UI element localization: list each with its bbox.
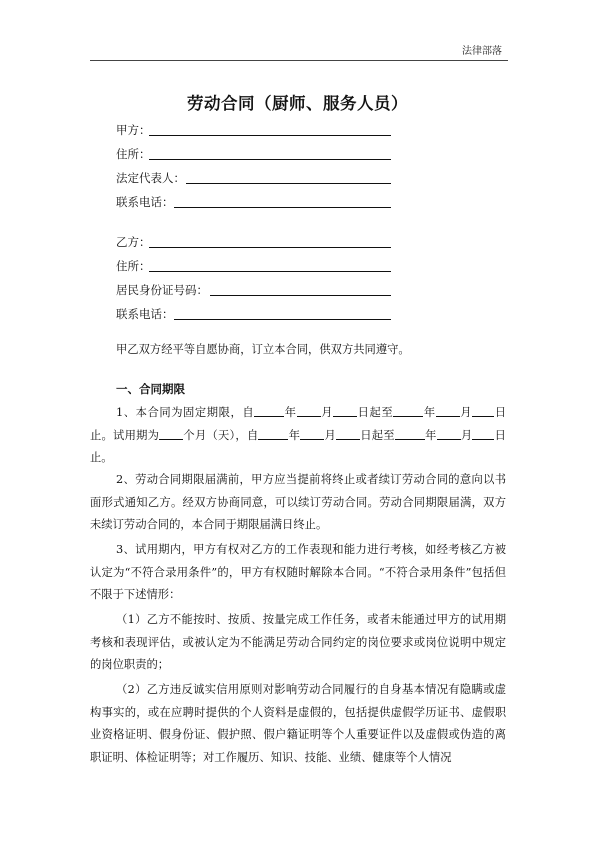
term-text-a: 1、本合同为固定期限，自 xyxy=(116,406,255,419)
term-year-1: 年 xyxy=(284,406,297,419)
party-b-id-blank[interactable] xyxy=(210,295,391,296)
party-a-legal-rep-field[interactable] xyxy=(116,170,391,186)
party-b-id-field[interactable] xyxy=(116,282,391,298)
probation-end-year-blank[interactable] xyxy=(395,427,425,440)
party-a-name-blank[interactable] xyxy=(149,135,391,136)
intro-paragraph: 甲乙双方经平等自愿协商，订立本合同，供双方共同遵守。 xyxy=(116,343,410,356)
party-b-name-label: 乙方： xyxy=(116,235,151,249)
term-month-3: 月 xyxy=(324,428,337,442)
term-paragraph xyxy=(90,402,506,470)
probation-months-blank[interactable] xyxy=(159,427,183,440)
condition-2-paragraph: （2）乙方违反诚实信用原则对影响劳动合同履行的自身基本情况有隐瞒或虚构事实的，或在应聘时提供的个人资料是虚假的，包括提供虚假学历证书、虚假职业资格证明、假身份证、假护照、假户籍证明等个人重要证件以及虚假或伪造的离职证明、体检证明等；对工作履历、知识、技能、业绩、健康等个人情况 xyxy=(90,683,506,764)
start-day-blank[interactable] xyxy=(333,404,357,417)
party-a-name-label: 甲方： xyxy=(116,123,151,137)
condition-1-paragraph: （1）乙方不能按时、按质、按量完成工作任务，或者未能通过甲方的试用期考核和表现评估，或被认定为不能满足劳动合同约定的岗位要求或岗位说明中规定的岗位职责的； xyxy=(90,613,506,671)
party-a-legal-rep-label: 法定代表人： xyxy=(116,171,185,185)
term-day-3: 日起至 xyxy=(360,428,395,442)
term-month-4: 月 xyxy=(460,428,473,442)
party-a-phone-field[interactable] xyxy=(116,194,391,210)
party-b-address-blank[interactable] xyxy=(149,271,391,272)
probation-end-month-blank[interactable] xyxy=(437,427,461,440)
party-a-phone-label: 联系电话： xyxy=(116,195,174,209)
party-a-address-blank[interactable] xyxy=(149,159,391,160)
term-year-3: 年 xyxy=(288,428,301,442)
term-year-2: 年 xyxy=(423,406,436,419)
term-month-2: 月 xyxy=(459,406,473,419)
party-b-name-field[interactable] xyxy=(116,234,391,250)
term-day-4: 日 xyxy=(494,428,506,442)
probation-end-day-blank[interactable] xyxy=(472,427,494,440)
renewal-paragraph: 2、劳动合同期限届满前，甲方应当提前将终止或者续订劳动合同的意向以书面形式通知乙方。经双方协商同意，可以续订劳动合同。劳动合同期限届满，双方未续订劳动合同的，本合同于期限届满日终止。 xyxy=(90,473,506,531)
probation-months-text: 个月（天），自 xyxy=(183,428,259,442)
party-b-id-label: 居民身份证号码： xyxy=(116,283,208,297)
document-title: 劳动合同（厨师、服务人员） xyxy=(187,94,408,113)
end-day-blank[interactable] xyxy=(472,404,494,417)
probation-start-month-blank[interactable] xyxy=(300,427,324,440)
party-b-address-field[interactable] xyxy=(116,258,391,274)
term-text-c: 止。 xyxy=(90,451,113,464)
header-rule xyxy=(90,60,508,61)
party-a-address-field[interactable] xyxy=(116,146,391,162)
party-a-address-label: 住所： xyxy=(116,147,151,161)
term-text-b: 止。试用期为 xyxy=(90,428,160,442)
party-b-address-label: 住所： xyxy=(116,259,151,273)
end-year-blank[interactable] xyxy=(393,404,423,417)
party-b-phone-field[interactable] xyxy=(116,306,391,322)
party-b-name-blank[interactable] xyxy=(149,247,391,248)
term-month-1: 月 xyxy=(320,406,334,419)
probation-start-year-blank[interactable] xyxy=(258,427,288,440)
term-day-2: 日 xyxy=(494,406,506,419)
header-tag: 法律部落 xyxy=(462,46,502,57)
end-month-blank[interactable] xyxy=(436,404,460,417)
party-a-name-field[interactable] xyxy=(116,122,391,138)
term-year-4: 年 xyxy=(424,428,437,442)
start-year-blank[interactable] xyxy=(254,404,284,417)
party-a-legal-rep-blank[interactable] xyxy=(186,183,391,184)
party-b-phone-label: 联系电话： xyxy=(116,307,174,321)
probation-assessment-paragraph: 3、试用期内，甲方有权对乙方的工作表现和能力进行考核，如经考核乙方被认定为“不符合录用条件”的，甲方有权随时解除本合同。“不符合录用条件”包括但不限于下述情形： xyxy=(90,543,506,601)
party-a-phone-blank[interactable] xyxy=(174,207,391,208)
start-month-blank[interactable] xyxy=(297,404,321,417)
probation-start-day-blank[interactable] xyxy=(336,427,360,440)
section-1-heading: 一、合同期限 xyxy=(116,382,185,396)
term-day-1: 日起至 xyxy=(357,406,394,419)
party-b-phone-blank[interactable] xyxy=(174,319,391,320)
